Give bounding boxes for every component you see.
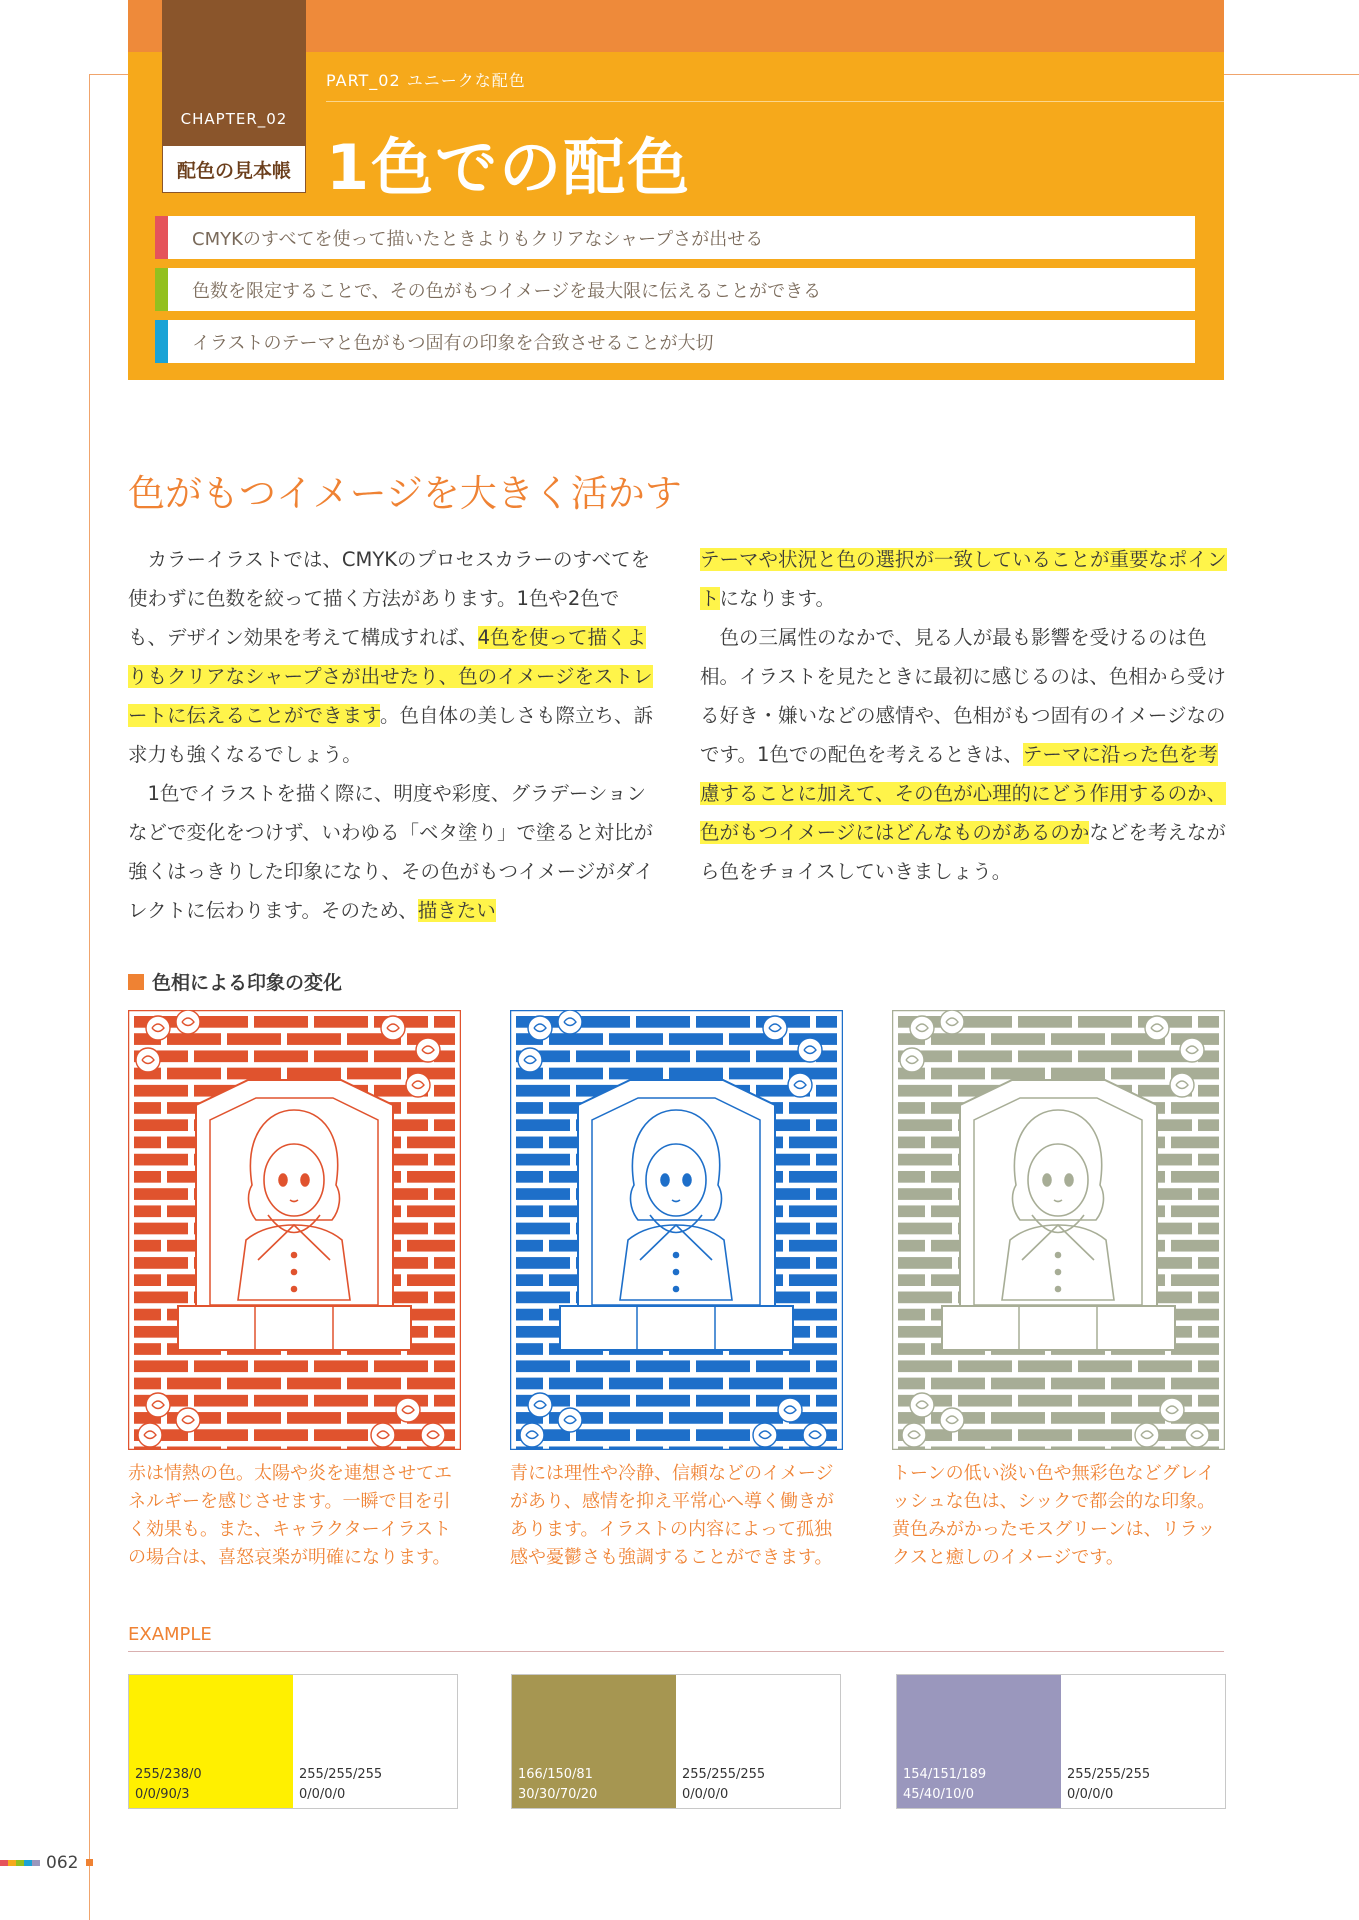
brick bbox=[407, 1274, 455, 1286]
key-point-accent bbox=[155, 268, 168, 311]
brick bbox=[134, 1292, 188, 1304]
swatch-cmyk: 0/0/90/3 bbox=[135, 1787, 190, 1802]
swatch-rgb: 166/150/81 bbox=[518, 1767, 593, 1782]
brick bbox=[789, 1343, 837, 1355]
highlighted-text: 4色を使って描くよりもクリアなシャープさが出せたり、色のイメージをストレートに伝えることができます bbox=[128, 626, 653, 727]
strip-segment bbox=[16, 1860, 24, 1866]
key-point-accent bbox=[155, 320, 168, 363]
swatch-group-lavender bbox=[896, 1674, 1226, 1809]
brick bbox=[1138, 1360, 1192, 1372]
brick bbox=[816, 1326, 837, 1338]
brick bbox=[669, 1378, 723, 1390]
brick bbox=[898, 1102, 925, 1114]
brick bbox=[1018, 1360, 1072, 1372]
brick bbox=[898, 1360, 952, 1372]
brick bbox=[347, 1412, 401, 1424]
body-text: になります。 bbox=[719, 587, 835, 610]
brick bbox=[1171, 1378, 1219, 1390]
caption-red: 赤は情熱の色。太陽や炎を連想させてエネルギーを感じさせます。一瞬で目を引く効果も。また、キャラクターイラストの場合は、喜怒哀楽が明確になります。 bbox=[128, 1463, 452, 1568]
brick bbox=[1171, 1102, 1219, 1114]
brick bbox=[167, 1068, 221, 1080]
brick bbox=[516, 1154, 570, 1166]
brick bbox=[516, 1188, 570, 1200]
brick bbox=[609, 1447, 663, 1451]
brick bbox=[167, 1378, 221, 1390]
brick bbox=[1198, 1119, 1219, 1131]
brick bbox=[958, 1429, 1012, 1441]
brick bbox=[898, 1188, 952, 1200]
left-frame-line bbox=[89, 74, 90, 1920]
brick bbox=[898, 1257, 952, 1269]
brick bbox=[789, 1102, 837, 1114]
window-sill bbox=[178, 1306, 411, 1350]
swatch-cmyk: 30/30/70/20 bbox=[518, 1787, 598, 1802]
swatch-cmyk: 0/0/0/0 bbox=[299, 1787, 346, 1802]
swatch-rgb: 255/238/0 bbox=[135, 1767, 202, 1782]
key-point-text: 色数を限定することで、その色がもつイメージを最大限に伝えることができる bbox=[192, 280, 822, 302]
swatch-rgb: 255/255/255 bbox=[299, 1767, 383, 1782]
brick bbox=[816, 1292, 837, 1304]
brick bbox=[549, 1068, 603, 1080]
brick bbox=[958, 1360, 1012, 1372]
brick bbox=[134, 1171, 161, 1183]
brick bbox=[898, 1309, 925, 1321]
brick bbox=[516, 1292, 570, 1304]
brick bbox=[134, 1205, 161, 1217]
brick bbox=[407, 1309, 455, 1321]
brick bbox=[898, 1154, 952, 1166]
brick bbox=[1198, 1360, 1219, 1372]
brick bbox=[789, 1205, 837, 1217]
brick bbox=[227, 1447, 281, 1451]
brick bbox=[134, 1378, 161, 1390]
brick bbox=[407, 1343, 455, 1355]
brick bbox=[1051, 1378, 1105, 1390]
brick bbox=[669, 1447, 723, 1451]
brick bbox=[254, 1360, 308, 1372]
brick bbox=[1051, 1447, 1105, 1451]
brick bbox=[194, 1395, 248, 1407]
brick bbox=[636, 1429, 690, 1441]
brick bbox=[134, 1154, 188, 1166]
illustration-blue bbox=[510, 1010, 843, 1450]
brick bbox=[516, 1257, 570, 1269]
brick bbox=[1078, 1429, 1132, 1441]
brick bbox=[549, 1447, 603, 1451]
page-number: 062 bbox=[46, 1853, 79, 1873]
swatch-cmyk: 0/0/0/0 bbox=[1067, 1787, 1114, 1802]
brick bbox=[1078, 1016, 1132, 1028]
brick bbox=[1111, 1378, 1165, 1390]
brick bbox=[816, 1395, 837, 1407]
brick bbox=[1171, 1274, 1219, 1286]
brick bbox=[898, 1274, 925, 1286]
brick bbox=[407, 1205, 455, 1217]
top-frame-line-left bbox=[89, 74, 128, 75]
body-text: 1色でイラストを描く際に、明度や彩度、グラデーションなどで変化をつけず、いわゆる「ベタ塗り」で塗ると対比が強くはっきりした印象になり、その色がもつイメージがダイレクトに伝わります。そのため、 bbox=[128, 782, 654, 922]
brick bbox=[816, 1360, 837, 1372]
body-text: 。色自体の美しさも際立ち、訴求力も強くなるでしょう。 bbox=[128, 704, 653, 766]
paragraph bbox=[700, 618, 1227, 891]
brick bbox=[287, 1068, 341, 1080]
page-title: 1色での配色 bbox=[326, 131, 692, 204]
brick bbox=[816, 1257, 837, 1269]
brick bbox=[227, 1033, 281, 1045]
brick bbox=[287, 1378, 341, 1390]
brick bbox=[898, 1240, 925, 1252]
brick bbox=[991, 1447, 1045, 1451]
brick bbox=[1111, 1068, 1165, 1080]
brick bbox=[898, 1378, 925, 1390]
brick bbox=[194, 1360, 248, 1372]
brick bbox=[898, 1343, 925, 1355]
window-sill bbox=[942, 1306, 1175, 1350]
brick bbox=[407, 1137, 455, 1149]
brick bbox=[1111, 1447, 1165, 1451]
brick bbox=[434, 1154, 455, 1166]
brick bbox=[931, 1033, 985, 1045]
brick bbox=[516, 1119, 570, 1131]
brick bbox=[516, 1378, 543, 1390]
swatch-rgb: 255/255/255 bbox=[682, 1767, 766, 1782]
brick bbox=[407, 1102, 455, 1114]
brick bbox=[729, 1412, 783, 1424]
color-swatch bbox=[676, 1675, 840, 1808]
brick bbox=[1051, 1033, 1105, 1045]
brick bbox=[434, 1016, 455, 1028]
brick bbox=[1171, 1309, 1219, 1321]
brick bbox=[816, 1085, 837, 1097]
brick bbox=[1018, 1016, 1072, 1028]
brick bbox=[314, 1429, 368, 1441]
strip-segment bbox=[8, 1860, 16, 1866]
brick bbox=[1198, 1257, 1219, 1269]
example-label: EXAMPLE bbox=[128, 1624, 212, 1645]
brick bbox=[134, 1137, 161, 1149]
brick bbox=[1198, 1292, 1219, 1304]
brick bbox=[696, 1016, 750, 1028]
brick bbox=[1198, 1154, 1219, 1166]
brick bbox=[636, 1395, 690, 1407]
brick bbox=[227, 1068, 281, 1080]
brick bbox=[789, 1171, 837, 1183]
brick bbox=[1051, 1412, 1105, 1424]
brick bbox=[636, 1360, 690, 1372]
brick bbox=[1078, 1050, 1132, 1062]
illustration-gray bbox=[892, 1010, 1225, 1450]
section-heading: 色がもつイメージを大きく活かす bbox=[128, 472, 682, 515]
brick bbox=[194, 1429, 248, 1441]
brick bbox=[134, 1102, 161, 1114]
brick bbox=[516, 1085, 570, 1097]
brick bbox=[434, 1292, 455, 1304]
swatch-rgb: 255/255/255 bbox=[1067, 1767, 1151, 1782]
brick bbox=[669, 1068, 723, 1080]
brick bbox=[434, 1188, 455, 1200]
brick bbox=[1171, 1205, 1219, 1217]
figure-heading: 色相による印象の変化 bbox=[152, 972, 343, 994]
brick bbox=[576, 1050, 630, 1062]
brick bbox=[194, 1050, 248, 1062]
swatch-rgb: 154/151/189 bbox=[903, 1767, 987, 1782]
key-point-3 bbox=[155, 320, 1195, 363]
brick bbox=[1018, 1050, 1072, 1062]
color-swatch bbox=[293, 1675, 457, 1808]
brick bbox=[374, 1360, 428, 1372]
brick bbox=[1051, 1068, 1105, 1080]
brick bbox=[134, 1274, 161, 1286]
brick bbox=[516, 1223, 570, 1235]
page-number-marker bbox=[86, 1859, 93, 1866]
brick bbox=[816, 1188, 837, 1200]
brick bbox=[1078, 1395, 1132, 1407]
brick bbox=[789, 1378, 837, 1390]
brick bbox=[516, 1102, 543, 1114]
brick bbox=[347, 1378, 401, 1390]
highlighted-text: テーマに沿った色を考慮することに加えて、その色が心理的にどう作用するのか、色がもつイメージにはどんなものがあるのか bbox=[700, 743, 1227, 844]
brick bbox=[434, 1223, 455, 1235]
brick bbox=[314, 1016, 368, 1028]
brick bbox=[898, 1205, 925, 1217]
brick bbox=[134, 1085, 188, 1097]
brick bbox=[1171, 1240, 1219, 1252]
brick bbox=[254, 1429, 308, 1441]
color-swatch bbox=[1061, 1675, 1225, 1808]
brick bbox=[1171, 1171, 1219, 1183]
part-divider bbox=[326, 101, 1224, 102]
brick bbox=[1198, 1395, 1219, 1407]
brick bbox=[134, 1257, 188, 1269]
brick bbox=[1171, 1343, 1219, 1355]
brick bbox=[1078, 1360, 1132, 1372]
brick bbox=[134, 1188, 188, 1200]
color-swatch bbox=[512, 1675, 676, 1808]
brick bbox=[134, 1240, 161, 1252]
brick bbox=[314, 1360, 368, 1372]
brick bbox=[287, 1033, 341, 1045]
paragraph bbox=[700, 540, 1227, 618]
brick bbox=[134, 1119, 188, 1131]
brick bbox=[958, 1395, 1012, 1407]
brick bbox=[898, 1137, 925, 1149]
brick bbox=[516, 1205, 543, 1217]
part-label: PART_02 ユニークな配色 bbox=[326, 71, 526, 90]
paragraph bbox=[128, 540, 655, 774]
brick bbox=[789, 1309, 837, 1321]
brick bbox=[636, 1016, 690, 1028]
brick bbox=[1198, 1326, 1219, 1338]
brick bbox=[696, 1429, 750, 1441]
brick bbox=[516, 1309, 543, 1321]
swatch-cmyk: 45/40/10/0 bbox=[903, 1787, 975, 1802]
highlighted-text: テーマや状況と色の選択が一致していることが重要なポイント bbox=[700, 548, 1227, 610]
brick bbox=[407, 1240, 455, 1252]
brick bbox=[931, 1447, 985, 1451]
swatch-group-olive bbox=[511, 1674, 841, 1809]
brick bbox=[134, 1360, 188, 1372]
brick bbox=[167, 1447, 221, 1451]
key-point-text: イラストのテーマと色がもつ固有の印象を合致させることが大切 bbox=[192, 332, 714, 354]
paragraph bbox=[128, 774, 655, 930]
brick bbox=[991, 1068, 1045, 1080]
square-bullet-icon bbox=[128, 974, 144, 990]
footer-color-strip bbox=[0, 1860, 40, 1866]
brick bbox=[254, 1016, 308, 1028]
brick bbox=[756, 1360, 810, 1372]
brick bbox=[696, 1360, 750, 1372]
brick bbox=[576, 1360, 630, 1372]
brick bbox=[516, 1274, 543, 1286]
brick bbox=[434, 1326, 455, 1338]
caption-blue: 青には理性や冷静、信頼などのイメージがあり、感情を抑え平常心へ導く働きがあります。イラストの内容によって孤独感や憂鬱さも強調することができます。 bbox=[510, 1463, 834, 1568]
brick bbox=[991, 1033, 1045, 1045]
brick bbox=[1111, 1412, 1165, 1424]
brick bbox=[609, 1068, 663, 1080]
example-divider bbox=[128, 1651, 1224, 1652]
brick bbox=[134, 1223, 188, 1235]
brick bbox=[729, 1447, 783, 1451]
swatch-cmyk: 0/0/0/0 bbox=[682, 1787, 729, 1802]
brick bbox=[134, 1343, 161, 1355]
brick bbox=[516, 1360, 570, 1372]
brick bbox=[789, 1137, 837, 1149]
brick bbox=[958, 1050, 1012, 1062]
brick bbox=[1018, 1429, 1072, 1441]
brick bbox=[898, 1085, 952, 1097]
brick bbox=[931, 1068, 985, 1080]
brick bbox=[991, 1378, 1045, 1390]
strip-segment bbox=[0, 1860, 8, 1866]
brick bbox=[1198, 1085, 1219, 1097]
brick bbox=[254, 1050, 308, 1062]
brick bbox=[576, 1395, 630, 1407]
brick bbox=[609, 1378, 663, 1390]
brick bbox=[898, 1223, 952, 1235]
swatch-group-yellow bbox=[128, 1674, 458, 1809]
key-point-2 bbox=[155, 268, 1195, 311]
key-point-accent bbox=[155, 216, 168, 259]
illustration-red bbox=[128, 1010, 461, 1450]
caption-gray: トーンの低い淡い色や無彩色などグレイッシュな色は、シックで都会的な印象。黄色みがかったモスグリーンは、リラックスと癒しのイメージです。 bbox=[892, 1463, 1216, 1568]
brick bbox=[576, 1429, 630, 1441]
brick bbox=[898, 1171, 925, 1183]
brick bbox=[789, 1240, 837, 1252]
brick bbox=[1198, 1223, 1219, 1235]
brick bbox=[576, 1016, 630, 1028]
brick bbox=[194, 1016, 248, 1028]
top-frame-line-right bbox=[1224, 74, 1359, 75]
brick bbox=[669, 1033, 723, 1045]
brick bbox=[1198, 1188, 1219, 1200]
brick bbox=[287, 1412, 341, 1424]
brick bbox=[696, 1050, 750, 1062]
brick bbox=[609, 1412, 663, 1424]
brick bbox=[816, 1154, 837, 1166]
brick bbox=[898, 1119, 952, 1131]
body-text: カラーイラストでは、CMYKのプロセスカラーのすべてを使わずに色数を絞って描く方法があります。1色や2色でも、デザイン効果を考えて構成すれば、 bbox=[128, 548, 651, 649]
brick bbox=[549, 1378, 603, 1390]
brick bbox=[1198, 1016, 1219, 1028]
key-point-1 bbox=[155, 216, 1195, 259]
highlighted-text: 描きたい bbox=[417, 899, 496, 922]
brick bbox=[254, 1395, 308, 1407]
brick bbox=[958, 1016, 1012, 1028]
brick bbox=[314, 1395, 368, 1407]
color-swatch bbox=[897, 1675, 1061, 1808]
brick bbox=[816, 1119, 837, 1131]
brick bbox=[227, 1412, 281, 1424]
brick bbox=[227, 1378, 281, 1390]
brick bbox=[696, 1395, 750, 1407]
strip-segment bbox=[32, 1860, 40, 1866]
chapter-label: CHAPTER_02 bbox=[180, 110, 288, 128]
brick bbox=[434, 1257, 455, 1269]
brick bbox=[636, 1050, 690, 1062]
body-text: 色の三属性のなかで、見る人が最も影響を受けるのは色相。イラストを見たときに最初に感じるのは、色相から受ける好き・嫌いなどの感情や、色相がもつ固有のイメージなのです。1色での配色を考えるときは、 bbox=[700, 626, 1226, 766]
brick bbox=[1171, 1137, 1219, 1149]
body-column-right bbox=[700, 540, 1227, 891]
brick bbox=[816, 1223, 837, 1235]
brick bbox=[287, 1447, 341, 1451]
brick bbox=[407, 1171, 455, 1183]
brick bbox=[516, 1171, 543, 1183]
brick bbox=[407, 1378, 455, 1390]
brick bbox=[434, 1085, 455, 1097]
brick bbox=[669, 1412, 723, 1424]
catalog-label: 配色の見本帳 bbox=[162, 145, 306, 193]
brick bbox=[931, 1378, 985, 1390]
brick bbox=[434, 1119, 455, 1131]
body-text: などを考えながら色をチョイスしていきましょう。 bbox=[700, 821, 1226, 883]
brick bbox=[516, 1343, 543, 1355]
brick bbox=[347, 1068, 401, 1080]
brick bbox=[729, 1378, 783, 1390]
color-swatch bbox=[129, 1675, 293, 1808]
brick bbox=[816, 1016, 837, 1028]
brick bbox=[167, 1033, 221, 1045]
brick bbox=[314, 1050, 368, 1062]
brick bbox=[434, 1360, 455, 1372]
brick bbox=[789, 1274, 837, 1286]
brick bbox=[1018, 1395, 1072, 1407]
brick bbox=[134, 1309, 161, 1321]
brick bbox=[609, 1033, 663, 1045]
brick bbox=[434, 1395, 455, 1407]
brick bbox=[516, 1240, 543, 1252]
brick bbox=[516, 1137, 543, 1149]
brick bbox=[898, 1292, 952, 1304]
strip-segment bbox=[24, 1860, 32, 1866]
brick bbox=[991, 1412, 1045, 1424]
key-point-text: CMYKのすべてを使って描いたときよりもクリアなシャープさが出せる bbox=[192, 228, 764, 250]
brick bbox=[729, 1068, 783, 1080]
brick bbox=[549, 1033, 603, 1045]
window-sill bbox=[560, 1306, 793, 1350]
brick bbox=[347, 1447, 401, 1451]
body-column-left bbox=[128, 540, 655, 930]
